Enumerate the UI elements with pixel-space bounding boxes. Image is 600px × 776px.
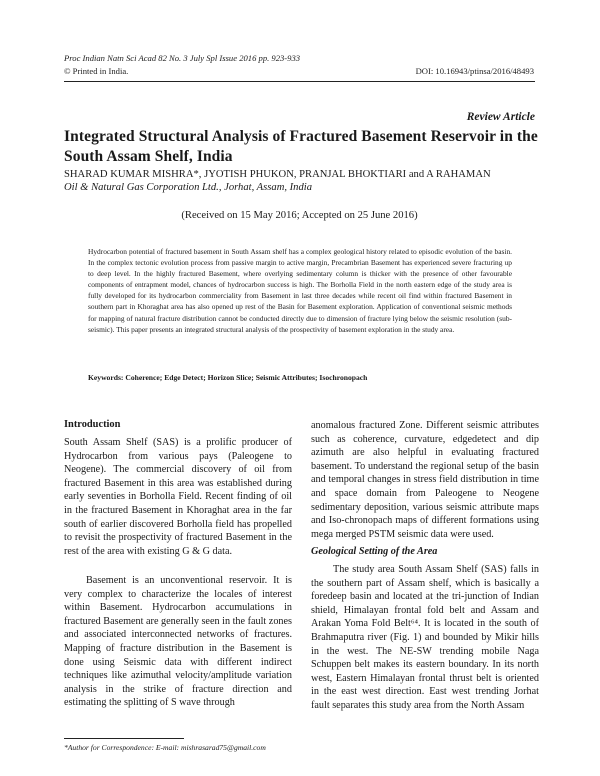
paper-title: Integrated Structural Analysis of Fractured Basement Reservoir in the South Assam Shelf, India	[64, 128, 538, 165]
authors: SHARAD KUMAR MISHRA*, JYOTISH PHUKON, PRANJAL BHOKTIARI and A RAHAMAN	[64, 169, 491, 180]
geology-paragraph: The study area South Assam Shelf (SAS) falls in the southern part of Assam shelf, which is basically a foredeep basin and located at the tri-junction of Indian shield, Himalayan frontal fold belt and Assam and Arakan Yoma Fold Belt⁶⁴. It is located in the south of Brahmaputra river (Fig. 1) and bounded by Mikir hills in the west. The NE-SW trending mobile Naga Schuppen belt makes its eastern boundary. In its north west, Eastern Himalayan frontal thrust belt is oriented in the east west direction. East west trending Jorhat fault separates this study area from the North Assam	[311, 564, 539, 711]
header-rule	[64, 81, 535, 82]
doi: DOI: 10.16943/ptinsa/2016/48493	[415, 66, 534, 76]
intro-paragraph-2: Basement is an unconventional reservoir. It is very complex to characterize the locales of interest within Basement. Hydrocarbon accumulations in fractured Basement are generally seen in the fault zones and associated interconnected networks of fractures. Mapping of fracture distribution in the Basement is done using Seismic data with different indirect techniques like azimuthal velocity/amplitude variation analysis in the strike of fracture direction and estimating the splitting of S wave through	[64, 575, 292, 709]
journal-citation	[64, 52, 364, 64]
abstract: Hydrocarbon potential of fractured basement in South Assam shelf has a complex geological history related to episodic evolution of the basin. In the complex tectonic evolution process from passive margin to active margin, Precambrian Basement has experienced severe fracturing up to deep level. In the highly fractured Basement, where overlying sedimentary column is thicker with the presence of other favourable components of entrapment model, chances of hydrocarbon success is high. The Borholla Field in the north eastern edge of the study area is fully developed for its hydrocarbon commerciality from Basement in last three decades while recent oil find within fractured Basement in southern part in Khoraghat area has also opened up rest of the Basin for Basement exploration. Application of conventional seismic methods for mapping of natural fracture distribution cannot be conducted directly due to dimension of fracture lying below the seismic resolution (sub-seismic). This paper presents an integrated structural analysis of the prospectivity of basement exploration in the study area.	[88, 247, 512, 334]
right-paragraph-1: anomalous fractured Zone. Different seismic attributes such as coherence, curvature, edgedetect and dip azimuth are also helpful in evaluating fractured basement. To understand the regional setup of the basin and temporal changes in stress field distribution in time and space domain from Paleogene to Neogene sedimentary deposition, various seismic attribute maps and Iso-chronopach maps of different formations using mega merged PSTM seismic data were used.	[311, 420, 539, 540]
footnote-rule	[64, 738, 184, 739]
printed-in-india: © Printed in India.	[64, 66, 129, 76]
affiliation: Oil & Natural Gas Corporation Ltd., Jorhat, Assam, India	[64, 182, 313, 193]
intro-paragraph-1: South Assam Shelf (SAS) is a prolific producer of Hydrocarbon from various pays (Paleogene to Neogene). The commercial discovery of oil from fractured Basement in this area was established during early seventies in Borholla Field. Recent finding of oil in the fractured Basement in Khoraghat area in the far south of earlier discovered Borholla field has propelled to revisit the prospectivity of fractured Basement in the rest of the area with existing G & G data.	[64, 437, 292, 557]
section-heading-introduction: Introduction	[64, 419, 121, 430]
keywords: Keywords: Coherence; Edge Detect; Horizon Slice; Seismic Attributes; Isochronopach	[88, 373, 368, 382]
journal-citation-text: Proc Indian Natn Sci Acad 82 No. 3 July Spl Issue 2016 pp. 923-933	[64, 53, 301, 63]
article-type: Review Article	[466, 111, 535, 123]
received-dates: (Received on 15 May 2016; Accepted on 25 June 2016)	[181, 210, 418, 221]
section-heading-geological-setting: Geological Setting of the Area	[311, 546, 438, 557]
correspondence-footnote: *Author for Correspondence: E-mail: mishrasarad75@gmail.com	[64, 743, 266, 752]
